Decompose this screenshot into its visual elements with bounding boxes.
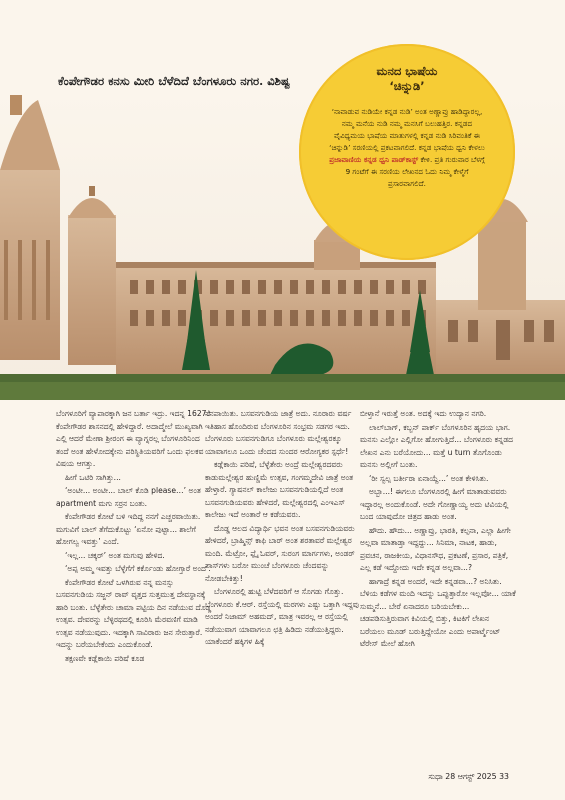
chinnudi-series-badge [299, 44, 515, 260]
paragraph: ಅಬ್ಬಾ...! ಈಗಲೂ ಬೆಂಗಳೂರಲ್ಲಿ ಹೀಗೆ ಮಾತಾಡುವವರು ಇದ್ದಾರಲ್ಲ ಅಂದುಕೊಂಡೆ. ಅದೇ ಗೋಣ್ಣಾಯ್ಯ ಅದು ಟಿವಿಯಲ್ಲಿ ಬಂದ ಯಾವುದೋ ಚಿತ್ರದ ಹಾಡು ಅಂತ. [360, 487, 509, 521]
paragraph: ತಕ್ಷಣವೇ ಕಡ್ಲೆಕಾಯಿ ಪರಿಷೆ ಕೂಡ [65, 653, 145, 663]
article-column-1 [56, 408, 212, 666]
paragraph: ಬೀಳ್ತಾನೆ ಇರುತ್ತೆ ಅಂತ. ಅದಕ್ಕೆ ಇದು ಉದ್ಯಾನ ನಗರಿ. [360, 409, 487, 418]
badge-title [299, 64, 515, 94]
paragraph: ಹೌದು. ಹೌದು... ಅಣ್ಣಾವ್ರು, ಭಾರತಿ, ಕಲ್ಪನಾ, ಎಲ್ಲಾ ಹೀಗೇ ಅಲ್ಲವಾ ಮಾತಾಡ್ತಾ ಇದ್ದದ್ದು... ಸಿನಿಮಾ, ನಾಟಕ, ಹಾಡು, ಪ್ರವಚನ, ರಾಜಕೀಯ, ವಿಧಾನಸೌಧ, ಪ್ರಕಟಣೆ, ಪ್ರಸಾರ, ಪತ್ರಿಕೆ, ಎಲ್ಲ ಕಡೆ ಇದ್ದೋದು ಇದೇ ಕನ್ನಡ ಅಲ್ಲವಾ...? [360, 525, 511, 572]
article-column-2 [205, 408, 361, 650]
badge-title-line2: ‘ಚಿನ್ನುಡಿ’ [389, 79, 425, 93]
paragraph: ಲಾಲ್‌ಬಾಗ್, ಕಬ್ಬನ್ ಪಾರ್ಕ್ ಬೆಂಗಳೂರಿನ ಹೃದಯ ಭಾಗ. ಮನಸು ಎಲ್ಲೋ ಎಲ್ಲಿಗೋ ಹೋಗುತ್ತಿದೆ... ಬೆಂಗಳೂರು ಕನ್ನಡದ ಲೇಖನ ಎನು ಬರೆಯೋದು... ಮತ್ತೆ u turn ತೊಗೊಂಡು ಮನಸು ಅಲ್ಲೀಗೆ ಬಂತು. [360, 422, 514, 469]
paragraph: ಹೀಗೆ ಒಟಿರಿ ಸಾಗಿತ್ತು... [65, 472, 121, 482]
paragraph: ‘ರೀ ಸ್ವಲ್ಪ ಬರ್ತೀರಾ ಏನಾಯ್ದೆ...’ ಅಂತ ಕೇಳಿಸಿತು. [369, 473, 489, 483]
paragraph: ನೆನಪಾಯಿತು. ಬಸವನಗುಡಿಯ ಜಾತ್ರೆ ಅದು. ನೂರಾರು ವರ್ಷ ಇತಿಹಾಸ ಹೊಂದಿರುವ ಬೆಂಗಳೂರಿನ ಸಂಭ್ರಮ ಸಡಗರ ಇದು. ಬೆಂಗಳೂರು ಬಸವನಗುಡಿಗೂ ಬೆಂಗಳೂರು ಮಲ್ಲೇಶ್ವರಕ್ಕೂ ಯಾವಾಗಲೂ ಒಂದು ಚೆಂದದ ಸುಂದರ ಆರೋಗ್ಯಕರ ಸ್ಪರ್ಧೆ! [205, 409, 352, 456]
paragraph: ಕೆಂಪೇಗೌಡರ ಕೋಟೆ ಒಳಗಿರುವ ನನ್ನ ಮನಸ್ಸು ಬಸವನಗುಡಿಯ ಸಜ್ಜನ್ ರಾವ್ ವೃತ್ತದ ಸುತ್ತಮುತ್ತ ದೇವಸ್ಥಾನಕ್ಕೆ ಹಾರಿ ಬಂತು. ಬೆಳ್ಳೆತೇರು ಚಾಮಾ ಪಟ್ಟಿಯ ದಿನ ನಡೆಯುವ ದೊಡ್ಡ ಉತ್ಸವ. ದೇವರನ್ನು ಬೆಳ್ಳಿರಥದಲ್ಲಿ ಕೂರಿಸಿ ಮೆರವಣಿಗೆ ಮಾಡಿ ಉತ್ಸವ ನಡೆಯುವುದು. ಇದಕ್ಕಾಗಿ ಸಾವಿರಾರು ಜನ ಸೇರುತ್ತಾರೆ. ಇದನ್ನು ಬರೆಯಬೇಕೆಂದು ಎಂದುಕೊಂಡೆ. [56, 577, 212, 649]
badge-body-text-end: ಕೇಳಿ. ಪ್ರತಿ ಗುರುವಾರ ಬೆಳಗ್ಗೆ 9 ಗಂಟೆಗೆ ಈ ಸರಣಿಯ ಲೇಖನದ ಓದು ನಿಮ್ಮ ಕೇಳ್ಮೆಗೆ ಪ್ರಸಾರವಾಗಲಿದೆ. [345, 155, 485, 188]
badge-title-line1: ಮನದ ಭಾಷೆಯ [376, 64, 438, 78]
paragraph: ಕೆಂಪೇಗೌಡರ ಕೋಟೆ ಬಳಿ ಇದಿದ್ದ ನನಗೆ ಎಚ್ಚರವಾಯಿತು. ಮಗುವಿಗೆ ಬಾಲ್ ತೆಗೆದುಕೊಟ್ಟು ‘ಏನೋ ಪುಟ್ಟಾ... ಶಾಲೆಗೆ ಹೋಗಲ್ವ ಇವತ್ತು’ ಎಂದೆ. [56, 512, 201, 546]
paragraph: ‘ಅಪ್ಪ ಅಮ್ಮ ಇವತ್ತು ಬೆಳ್ಳೆಗೆಗೆ ಕರ್ಕೊಂಡು ಹೋಗ್ತಾರೆ ಅಂದ’. [65, 564, 211, 573]
paragraph: ಬೆಂಗಳೂರಲ್ಲಿ ಹುಟ್ಟಿ ಬೆಳೆದವರಿಗೆ ಆ ಸೊಗಡು ಗೊತ್ತು. ಬೆಂಗಳೂರು ಕೆ.ಆರ್. ರಸ್ತೆಯಲ್ಲಿ ಮರಗಳು ಎಷ್ಟು ಒತ್ತಾಗಿ ಇದ್ದವು ಅಂದರೆ ನಿಜಾಮ್ ಅಹಮದ್, ಮಾತ್ರ ಇವರಲ್ಲ ಆ ರಸ್ತೆಯಲ್ಲಿ ನಡೆಯುವಾಗ ಯಾವಾಗಲೂ ಛತ್ರಿ ಹಿಡಿದು ನಡೆಯುತ್ತಿದ್ದರು. ಯಾಕೆಂದರೆ ಹಕ್ಕಿಗಳ ಹಿಕ್ಕೆ [205, 587, 359, 646]
paragraph: ಹಾಗಾದ್ರೆ ಕನ್ನಡ ಅಂದರೆ, ಇದೇ ಕನ್ನಡವಾ...? ಅನಿಸಿತು. ಬೆಳಿಯ ಕಡೆಗಳ ಮಂದಿ ಇದನ್ನು ಒಪ್ಪುತ್ತಾರೋ ಇಲ್ಲವೋ... ಯಾಕೆ ಸುಮ್ಮನೆ... ಬೇರೆ ಏನಾದರೂ ಬರಿಯಬೇಕು... ಚಡಪಡಿಸುತ್ತಿರುವಾಗ ಕಿವಿಯಲ್ಲಿ ಬಿತ್ತು, ಕಿಟಕಿಗೆ ಲೇಖನ ಬರೆಯಲು ಮೂಡ್ ಬರುತ್ತಿದ್ದೇಯೋ ಎಂದು ಅಪಾರ್ಟ್ಮೆಂಟ್ ಟೆರೇಸ್ ಮೇಲೆ ಹೋಗಿ [360, 576, 516, 648]
paragraph: ಬೆಂಗಳೂರಿಗೆ ವ್ಯಾಪಾರಕ್ಕಾಗಿ ಜನ ಬರ್ತಾ ಇದ್ರು. ಇದನ್ನ 1627ರ ಕೆಂಪೇಗೌಡರ ಶಾಸನದಲ್ಲಿ ಹೇಳಿದ್ದಾರೆ. ಅದಾದ್ಮೇಲೆ ಮುಖ್ಯವಾಗಿ ಎಲ್ಲಿ ಆದರೆ ಮೇಣಾ ಶ್ರೀರಂಗ ಈ ವ್ಯಾಗ್ನರಲ್ಲ ಬೆಂಗಳೂರಿನಿಂದ ತಂದೆ ಅಂತ ಹೇಳೋದಕ್ಕೇನು ಪರಿಸ್ಥಿತಿಯವರಿಗೆ ಒಂದು ಫಲಕವ ವಿಷಯ ಆಗತ್ತು. [56, 409, 211, 468]
badge-body [329, 106, 485, 190]
paragraph: ಕಡ್ಲೆಕಾಯಿ ಪರಿಷೆ, ಬೆಳ್ಳೆತೇರು ಅಂದ್ರೆ ಮಲ್ಲೇಶ್ವರದವರು ಕಾಡುಮಲ್ಲೇಶ್ವರ ಹುಣ್ಣಿಮೆ ಉತ್ಸವ, ಗಂಗಮ್ಮದೇವಿ ಜಾತ್ರೆ ಅಂತ ಹೇಳ್ತಾರೆ. ಗ್ಯಾಷನಲ್ ಕಾಲೇಜು ಬಸವನಗುಡಿಯಲ್ಲಿದೆ ಅಂತ ಬಸವನಗುಡಿಯವರು ಹೇಳಿದರೆ, ಮಲ್ಲೇಶ್ವರದಲ್ಲಿ ಎಂಇಎಸ್ ಕಾಲೇಜು ಇದೆ ಅಂತಾರೆ ಆ ಕಡೆಯವರು. [205, 460, 354, 519]
intro-paragraph: ಕೆಂಪೇಗೌಡರ ಕನಸು ಮೀರಿ ಬೆಳೆದಿದೆ ಬೆಂಗಳೂರು ನಗರ. ವಿಶಿಷ್ಟ [58, 74, 290, 88]
paragraph: ‘ಅಂಟೀ... ಅಂಟೀ... ಬಾಲ್ ಕೊಡಿ please…’ ಅಂತ apartment ಮಗು ಸರ್ರನ ಬಂತು. [56, 486, 201, 508]
paragraph: ದೊಡ್ಡ ಆಲದ ವಿದ್ಯಾರ್ಥಿ ಭವನ ಅಂತ ಬಸವನಗುಡಿಯವರು ಹೇಳಿದರೆ, ಬ್ರಾಹ್ಮಿನ್ಸ್ ಕಾಫಿ ಬಾರ್ ಅಂತ ಶರತಾವರೆ ಮಲ್ಲೇಶ್ವರ ಮಂದಿ. ಮೆಟ್ರೋ, ಫ್ಲೈ ಓವರ್, ಸುರಂಗ ಮಾರ್ಗಗಳು, ಅಂಡರ್ ಪಾಸ್‌ಗಳು ಬರೋ ಮುಂಚೆ ಬೆಂಗಳೂರು ಚೆಂದವನ್ನು ನೋಡಬೇಕಿತ್ತು! [205, 523, 355, 583]
page-footer: ಸುಧಾ 28 ಆಗಸ್ಟ್ 2025 33 [428, 772, 509, 781]
podcast-highlight: ಪ್ರಜಾವಾಣಿಯ ಕನ್ನಡ ಧ್ವನಿ ಪಾಡ್‌ಕಾಸ್ಟ್ [329, 155, 419, 164]
article-column-3 [360, 408, 516, 652]
badge-body-text: ‘ನಾವಾಡುವ ನುಡಿಯೇ ಕನ್ನಡ ನುಡಿ’ ಅಂತ ಅಣ್ಣಾವ್ರು ಹಾಡಿದ್ದಾರಲ್ಲ, ನಮ್ಮ ಮನೆಯ ನುಡಿ ನಮ್ಮ ಮನಸಿಗೆ ಬಲುಹತ್ತಿರ. ಕನ್ನಡದ ವೈವಿಧ್ಯಮಯ ಭಾಷೆಯ ಮಾತುಗಳಲ್ಲಿ ಕನ್ನಡ ನುಡಿ ಸಿರಿವಂತಿಕೆ ಈ ‘ಚಿನ್ನುಡಿ’ ಸರಣಿಯಲ್ಲಿ ಪ್ರಕಟವಾಗಲಿದೆ. ಕನ್ನಡ ಭಾಷೆಯ ಧ್ವನಿ ಕೇಳಲು [329, 107, 485, 152]
paragraph: ‘ಇಲ್ಲ... ಚಕ್ಕರ್’ ಅಂತ ಮಗುವು ಹೇಳಿದ. [65, 550, 165, 560]
